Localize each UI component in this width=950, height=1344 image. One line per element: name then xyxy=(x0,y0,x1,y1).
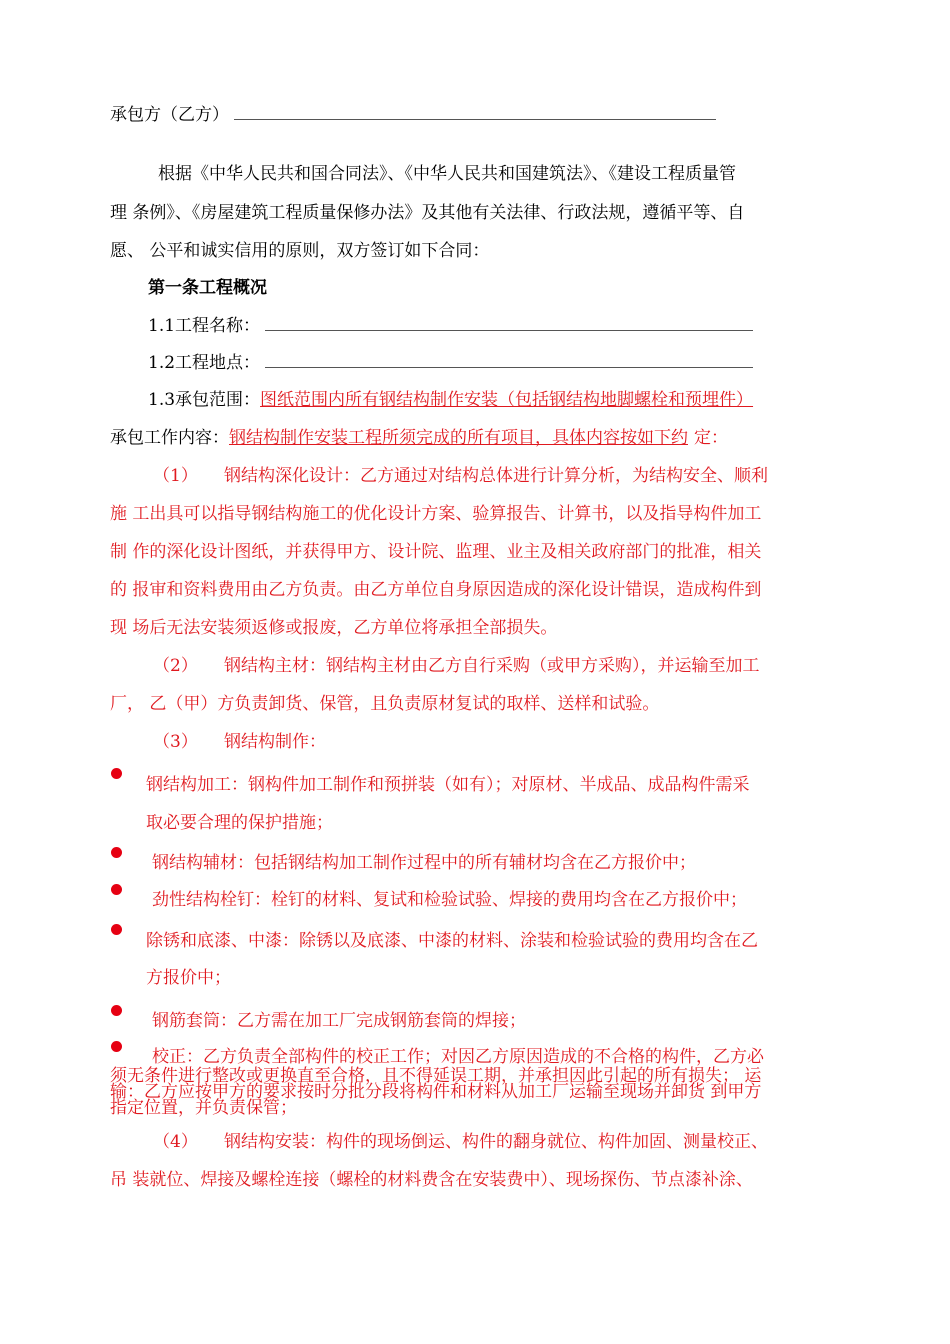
intro-line-1: 根据《中华人民共和国合同法》、《中华人民共和国建筑法》、《建设工程质量管 xyxy=(158,164,736,184)
scope-label: 1.3承包范围： xyxy=(148,390,261,410)
project-location-blank[interactable] xyxy=(265,351,753,368)
project-name-label: 1.1工程名称： xyxy=(148,316,261,336)
contractor-label: 承包方（乙方） xyxy=(110,105,229,125)
p1-line-3: 制 作的深化设计图纸，并获得甲方、设计院、监理、业主及相关政府部门的批准，相关 xyxy=(110,542,762,562)
work-content-value: 钢结构制作安装工程所须完成的所有项目，具体内容按如下约 xyxy=(229,428,688,448)
work-content-label: 承包工作内容： xyxy=(110,428,229,448)
p4-number: （4） xyxy=(153,1132,198,1152)
p1-line-2: 施 工出具可以指导钢结构施工的优化设计方案、验算报告、计算书，以及指导构件加工 xyxy=(110,504,762,524)
p2-number: （2） xyxy=(153,656,198,676)
project-name-blank[interactable] xyxy=(265,314,753,331)
bullet-1-line-2: 取必要合理的保护措施； xyxy=(146,813,333,833)
contractor-blank[interactable] xyxy=(234,103,716,120)
p1-line-4: 的 报审和资料费用由乙方负责。由乙方单位自身原因造成的深化设计错误，造成构件到 xyxy=(110,580,762,600)
project-location-row xyxy=(148,351,753,374)
overlap-line-1: 须无条件进行整改或更换直至合格，且不得延误工期，并承担因此引起的所有损失； 运 xyxy=(110,1066,762,1086)
bullet-dot xyxy=(111,1005,122,1016)
p3-number: （3） xyxy=(153,732,198,752)
p1-line-5: 现 场后无法安装须返修或报废，乙方单位将承担全部损失。 xyxy=(110,618,558,638)
p4-line-1: 钢结构安装：构件的现场倒运、构件的翻身就位、构件加固、测量校正、 xyxy=(224,1132,768,1152)
p2-line-1: 钢结构主材：钢结构主材由乙方自行采购（或甲方采购），并运输至加工 xyxy=(224,656,760,676)
intro-line-2: 理 条例》、《房屋建筑工程质量保修办法》及其他有关法律、行政法规，遵循平等、自 xyxy=(110,203,745,223)
p1-number: （1） xyxy=(153,466,198,486)
p2-line-2: 厂， 乙（甲）方负责卸货、保管，且负责原材复试的取样、送样和试验。 xyxy=(110,694,660,714)
project-location-label: 1.2工程地点： xyxy=(148,353,261,373)
bullet-6-line-1: 校正：乙方负责全部构件的校正工作；对因乙方原因造成的不合格的构件，乙方必 xyxy=(152,1047,764,1067)
p4-line-2: 吊 装就位、焊接及螺栓连接（螺栓的材料费含在安装费中）、现场探伤、节点漆补涂、 xyxy=(110,1170,753,1190)
work-content-tail: 定： xyxy=(694,428,728,448)
bullet-2-line-1: 钢结构辅材：包括钢结构加工制作过程中的所有辅材均含在乙方报价中； xyxy=(152,853,696,873)
p3-title: 钢结构制作： xyxy=(224,732,326,752)
overlap-line-3: 指定位置，并负责保管； xyxy=(110,1098,297,1118)
bullet-dot xyxy=(111,924,122,935)
bullet-5-line-1: 钢筋套筒：乙方需在加工厂完成钢筋套筒的焊接； xyxy=(152,1011,526,1031)
bullet-4-line-1: 除锈和底漆、中漆：除锈以及底漆、中漆的材料、涂装和检验试验的费用均含在乙 xyxy=(146,931,758,951)
bullet-dot xyxy=(111,884,122,895)
bullet-3-line-1: 劲性结构栓钉：栓钉的材料、复试和检验试验、焊接的费用均含在乙方报价中； xyxy=(152,890,747,910)
bullet-4-line-2: 方报价中； xyxy=(146,968,231,988)
bullet-1-line-1: 钢结构加工：钢构件加工制作和预拼装（如有）；对原材、半成品、成品构件需采 xyxy=(146,775,750,795)
section1-title: 第一条工程概况 xyxy=(148,278,267,298)
project-name-row xyxy=(148,314,753,337)
scope-row xyxy=(148,389,769,411)
bullet-dot xyxy=(111,768,122,779)
overlap-line-2: 输：乙方应按甲方的要求按时分批分段将构件和材料从加工厂运输至现场并卸货 到甲方 xyxy=(110,1082,762,1102)
p1-line-1: 钢结构深化设计：乙方通过对结构总体进行计算分析，为结构安全、顺利 xyxy=(224,466,768,486)
bullet-dot xyxy=(111,847,122,858)
work-content-row xyxy=(110,427,728,449)
bullet-dot xyxy=(111,1041,122,1052)
scope-value: 图纸范围内所有钢结构制作安装（包括钢结构地脚螺栓和预埋件） xyxy=(260,390,754,410)
contractor-line xyxy=(110,103,716,126)
intro-line-3: 愿、 公平和诚实信用的原则，双方签订如下合同： xyxy=(110,241,490,261)
